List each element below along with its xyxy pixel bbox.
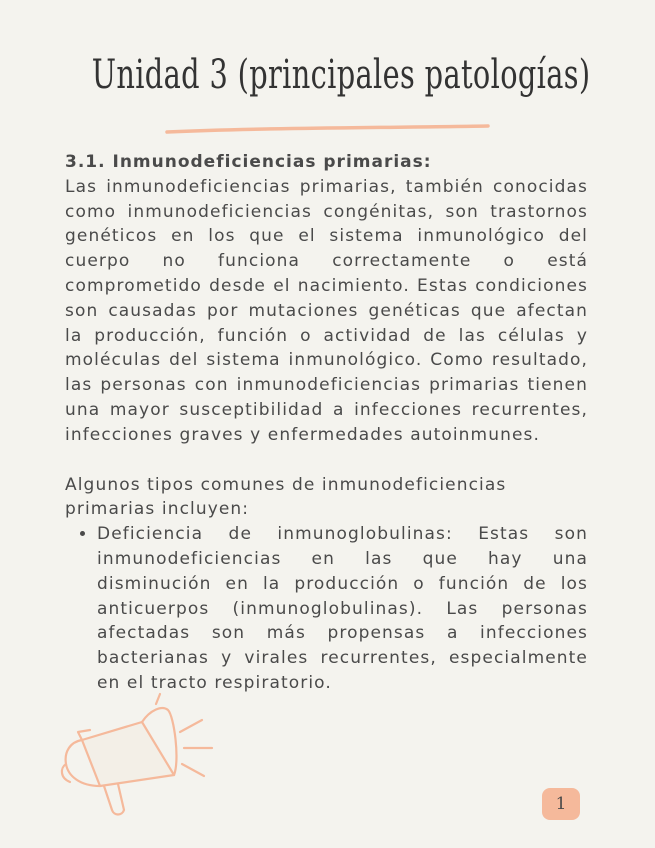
page-number-badge xyxy=(542,788,580,820)
paragraph-types-intro: Algunos tipos comunes de inmunodeficiencias primarias incluyen: xyxy=(65,474,507,520)
types-list xyxy=(65,522,588,696)
megaphone-icon xyxy=(52,690,222,820)
list-item: • Deficiencia de inmunoglobulinas: Estas son inmunodeficiencias en las que hay una disminución en la producción o función de los anticuerpos (inmunoglobulinas). Las personas afectadas son más propensas a infecciones bacterianas y virales recurrentes, especialmente en el tracto respiratorio. xyxy=(97,522,588,696)
page-title: Unidad 3 (principales patologías) xyxy=(91,52,591,98)
paragraph-intro: Las inmunodeficiencias primarias, también conocidas como inmunodeficiencias congénitas, son trastornos genéticos en los que el sistema inmunológico del cuerpo no funciona correctamente o está comprometido desde el nacimiento. Estas condiciones son causadas por mutaciones genéticas que afectan la producción, función o actividad de las células y moléculas del sistema inmunológico. Como resultado, las personas con inmunodeficiencias primarias tienen una mayor susceptibilidad a infecciones recurrentes, infecciones graves y enfermedades autoinmunes. xyxy=(65,176,588,445)
main-content xyxy=(65,150,588,696)
title-underline xyxy=(164,118,494,138)
page-number: 1 xyxy=(555,794,567,814)
section-heading: 3.1. Inmunodeficiencias primarias: xyxy=(65,152,432,172)
